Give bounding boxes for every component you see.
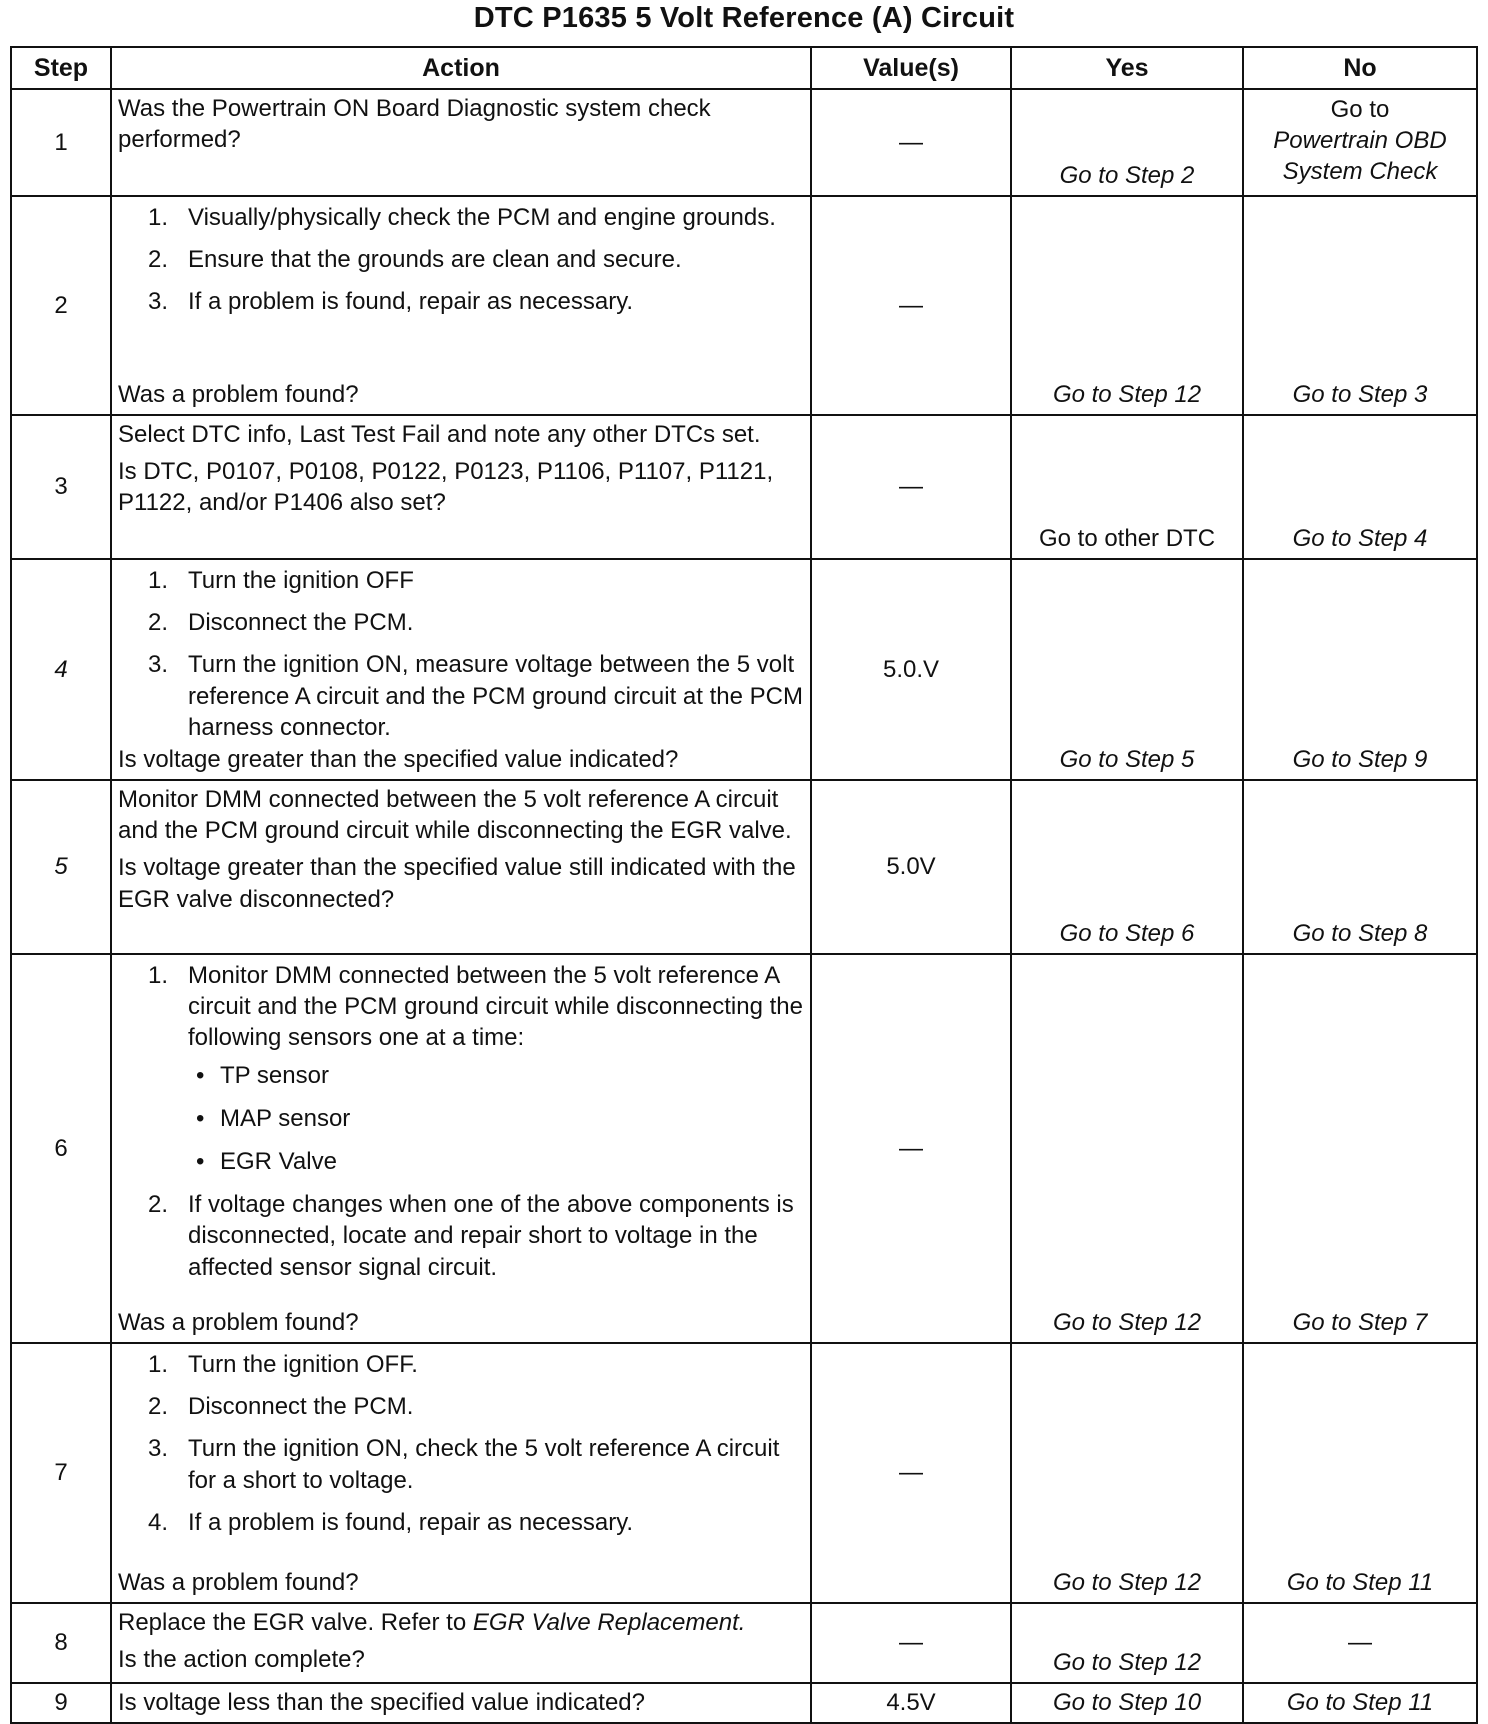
- bullet-item: • EGR Valve: [196, 1147, 337, 1175]
- step-number: 2: [11, 196, 111, 415]
- header-row: [11, 47, 1477, 89]
- value-cell: 5.0.V: [811, 559, 1011, 780]
- no-cell-line1: Go to: [1330, 96, 1390, 123]
- header-action: Action: [111, 47, 811, 89]
- table-row-step-3: [11, 415, 1477, 559]
- action-question: Is the action complete?: [118, 1646, 365, 1674]
- value-cell: —: [811, 1603, 1011, 1683]
- list-item: 2. If voltage changes when one of the above components is disconnected, locate and repair short to voltage in the affected sensor signal circuit.: [148, 1191, 794, 1281]
- value-cell: —: [811, 1343, 1011, 1603]
- step-number: 9: [11, 1683, 111, 1723]
- list-item: 3. Turn the ignition ON, measure voltage between the 5 volt reference A circuit and the PCM ground circuit at the PCM harness connector.: [148, 651, 803, 741]
- action-text: Replace the EGR valve. Refer to EGR Valve Replacement.: [118, 1609, 746, 1636]
- header-no: No: [1243, 47, 1477, 89]
- table-row-step-4: [11, 559, 1477, 780]
- action-cell: [111, 1683, 811, 1723]
- step-number: 1: [11, 89, 111, 196]
- no-cell: Go to Step 7: [1243, 954, 1477, 1343]
- yes-cell: Go to other DTC: [1011, 415, 1243, 559]
- step-number: 8: [11, 1603, 111, 1683]
- yes-cell: Go to Step 5: [1011, 559, 1243, 780]
- table-row-step-8: [11, 1603, 1477, 1683]
- step-number: 3: [11, 415, 111, 559]
- table-row-step-9: [11, 1683, 1477, 1723]
- value-cell: 4.5V: [811, 1683, 1011, 1723]
- step-number: 4: [11, 559, 111, 780]
- action-steps-list: [118, 202, 804, 318]
- action-cell: [111, 415, 811, 559]
- yes-cell: Go to Step 6: [1011, 780, 1243, 954]
- action-steps-list: [118, 565, 804, 743]
- value-cell: —: [811, 954, 1011, 1343]
- no-cell-reference: Powertrain OBD System Check: [1273, 127, 1447, 186]
- no-cell: Go to Step 11: [1243, 1683, 1477, 1723]
- action-text: Monitor DMM connected between the 5 volt reference A circuit and the PCM ground circuit while disconnecting the EGR valve.: [118, 786, 792, 845]
- egr-valve-replacement-reference: EGR Valve Replacement.: [472, 1609, 746, 1636]
- list-item: 1. Turn the ignition OFF.: [148, 1351, 418, 1378]
- yes-cell: Go to Step 2: [1011, 89, 1243, 196]
- list-item: 2. Ensure that the grounds are clean and secure.: [148, 246, 682, 274]
- header-step: Step: [11, 47, 111, 89]
- no-cell: Go to Step 8: [1243, 780, 1477, 954]
- header-values: Value(s): [811, 47, 1011, 89]
- diagnostic-table: [10, 46, 1478, 1724]
- list-item: 1. Visually/physically check the PCM and engine grounds.: [148, 204, 776, 231]
- value-cell: —: [811, 196, 1011, 415]
- list-item: 2. Disconnect the PCM.: [148, 609, 414, 637]
- bullet-item: • TP sensor: [196, 1061, 329, 1089]
- step-number: 7: [11, 1343, 111, 1603]
- no-cell: [1243, 89, 1477, 196]
- action-text: Select DTC info, Last Test Fail and note any other DTCs set.: [118, 421, 761, 448]
- no-cell: —: [1243, 1603, 1477, 1683]
- action-question: Is voltage greater than the specified value still indicated with the EGR valve disconnected?: [118, 854, 796, 913]
- list-item: 2. Disconnect the PCM.: [148, 1393, 414, 1421]
- action-question: Is DTC, P0107, P0108, P0122, P0123, P1106, P1107, P1121, P1122, and/or P1406 also set?: [118, 458, 774, 517]
- list-item: 4. If a problem is found, repair as necessary.: [148, 1508, 634, 1536]
- list-item: 1. Monitor DMM connected between the 5 volt reference A circuit and the PCM ground circuit while disconnecting the following sensors one at a time: • TP sensor • MAP sensor • EGR Valve: [118, 960, 804, 1177]
- list-item: 1. Turn the ignition OFF: [148, 567, 414, 594]
- action-cell: [111, 1343, 811, 1603]
- page-title: DTC P1635 5 Volt Reference (A) Circuit: [473, 2, 1015, 34]
- yes-cell: Go to Step 10: [1011, 1683, 1243, 1723]
- action-question: Was a problem found?: [118, 380, 359, 408]
- value-cell: 5.0V: [811, 780, 1011, 954]
- value-cell: —: [811, 415, 1011, 559]
- no-cell: Go to Step 11: [1243, 1343, 1477, 1603]
- action-text: Was the Powertrain ON Board Diagnostic system check performed?: [118, 95, 711, 154]
- table-row-step-1: [11, 89, 1477, 196]
- value-cell: —: [811, 89, 1011, 196]
- yes-cell: Go to Step 12: [1011, 1343, 1243, 1603]
- bullet-item: • MAP sensor: [196, 1104, 351, 1132]
- action-question: Is voltage greater than the specified value indicated?: [118, 745, 679, 773]
- step-number: 6: [11, 954, 111, 1343]
- action-question: Was a problem found?: [118, 1568, 359, 1596]
- table-row-step-5: [11, 780, 1477, 954]
- table-row-step-2: [11, 196, 1477, 415]
- action-steps-list: [118, 1349, 804, 1538]
- yes-cell: Go to Step 12: [1011, 954, 1243, 1343]
- action-cell: [111, 1603, 811, 1683]
- action-cell: [111, 89, 811, 196]
- list-item: 3. If a problem is found, repair as necessary.: [148, 288, 634, 316]
- header-yes: Yes: [1011, 47, 1243, 89]
- no-cell: Go to Step 9: [1243, 559, 1477, 780]
- action-steps-list: [118, 960, 804, 1283]
- table-row-step-7: [11, 1343, 1477, 1603]
- action-question: Was a problem found?: [118, 1308, 359, 1336]
- action-cell: [111, 559, 811, 780]
- action-cell: [111, 780, 811, 954]
- no-cell: Go to Step 4: [1243, 415, 1477, 559]
- yes-cell: Go to Step 12: [1011, 196, 1243, 415]
- table-row-step-6: [11, 954, 1477, 1343]
- action-question: Is voltage less than the specified value indicated?: [118, 1689, 646, 1717]
- sensor-bullet-list: [118, 1060, 804, 1178]
- action-cell: [111, 954, 811, 1343]
- action-cell: [111, 196, 811, 415]
- yes-cell: Go to Step 12: [1011, 1603, 1243, 1683]
- no-cell: Go to Step 3: [1243, 196, 1477, 415]
- list-item: 3. Turn the ignition ON, check the 5 volt reference A circuit for a short to voltage.: [148, 1435, 780, 1494]
- step-number: 5: [11, 780, 111, 954]
